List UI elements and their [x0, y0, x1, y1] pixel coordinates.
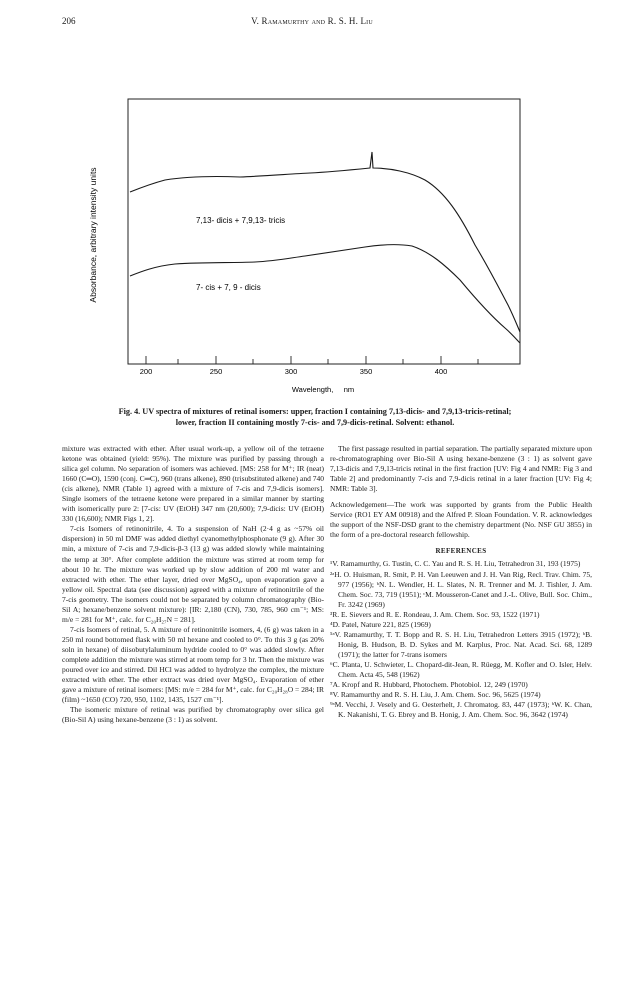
x-tick-label: 200: [139, 367, 153, 376]
upper-spectrum-curve: [130, 152, 520, 332]
running-head-authors: V. Ramamurthy and R. S. H. Liu: [251, 16, 373, 26]
reference-item: ⁹ᵃM. Vecchi, J. Vesely and G. Oesterhelt, J. Chromatog. 83, 447 (1973); ᵇW. K. Chan, K. Nakanishi, T. G. Ebrey and B. Honig, J. Am. Chem. Soc. 96, 3642 (1974): [330, 700, 592, 720]
caption-line-1: Fig. 4. UV spectra of mixtures of retinal isomers: upper, fraction I containing 7,13-dicis- and 7,9,13-tricis-retinal;: [118, 407, 512, 416]
figure-caption: [80, 407, 550, 428]
reference-item: ³R. E. Sievers and R. E. Rondeau, J. Am. Chem. Soc. 93, 1522 (1971): [330, 609, 540, 619]
reference-item: ²ᵃH. O. Huisman, R. Smit, P. H. Van Leeuwen and J. H. Van Rig, Recl. Trav. Chim. 75, 977 (1956); ᵇN. L. Wendler, H. L. Slates, N. R. Trenner and M. J. Tishler, J. Am. Chem. Soc. 73, 719 (1951); ᶜM. Mousseron-Canet and J.-L. Olive, Bull. Soc. Chim., Fr. 3242 (1969): [330, 569, 592, 609]
lower-spectrum-curve: [130, 245, 520, 343]
reference-item: ⁷A. Kropf and R. Hubbard, Photochem. Photobiol. 12, 249 (1970): [330, 680, 528, 690]
acknowledgement: Acknowledgement—The work was supported by grants from the Public Health Service (RO1 EY AM 00918) and the Alfred P. Sloan Foundation. V. R. acknowledges the support of the NSF-DSD grant to the chemistry department (No. NSF GU 3855) in the form of a pre-doctoral research fellowship.: [330, 500, 592, 540]
x-tick-label: 300: [284, 367, 298, 376]
reference-item: ⁴D. Patel, Nature 221, 825 (1969): [330, 619, 431, 629]
paragraph: 7-cis Isomers of retinonitrile, 4. To a suspension of NaH (2·4 g as ~57% oil dispersion) in 50 ml DMF was added diethyl cyanomethylphosphonate (9 g). After 30 min, a mixture of 7-cis and 7,9-dicis-β-3 (13 g) was added slowly while maintaining the temp at 30°. After complete addition the mixture was stirred at room temp for about 10 hr. The mixture was worked up by slow addition of 200 ml water and extracted with ether. The ether layer, dried over MgSO₄, upon evaporation gave a yellow oil. Spectral data (see discussion) agreed with a mixture of retinonitrile of the 7-cis geometry. The isomers could not be separated by column chromatography (Bio-Sil A; hexane/benzene solvent mixture): [IR: 2,180 (CN), 730, 785, 960 cm⁻¹; MS: m/e = 281 for M⁺, calc. for C₂₀H₂₇N = 281].: [62, 524, 324, 624]
upper-curve-label: 7,13- dicis + 7,9,13- tricis: [196, 216, 286, 225]
x-axis-label: Wavelength, nm: [291, 385, 355, 394]
caption-line-2: lower, fraction II containing mostly 7-cis- and 7,9-dicis-retinal. Solvent: ethanol.: [175, 417, 455, 427]
paragraph: The isomeric mixture of retinal was purified by chromatography over silica gel (Bio-Sil A) using hexane-benzene (3 : 1) as solvent.: [62, 705, 324, 725]
reference-item: ⁵ᵃV. Ramamurthy, T. T. Bopp and R. S. H. Liu, Tetrahedron Letters 3915 (1972); ᵇB. Honig, B. Hudson, B. D. Sykes and M. Karplus, Proc. Nat. Acad. Sci. 68, 1289 (1971); the latter for 7-trans isomers: [330, 629, 592, 659]
right-column: [330, 444, 592, 720]
references-heading: REFERENCES: [435, 547, 487, 556]
paragraph: mixture was extracted with ether. After usual work-up, a yellow oil of the tetraene ketone was obtained (yield: 95%). The mixture was purified by passing through a silica gel column. No separation of isomers was achieved. [MS: 258 for M⁺; IR (neat) 1660 (C═O), 1590 (conj. C═C), 960 (trans alkene), 890 (trisubstituted alkene) and 740 (cis alkene), NMR (Table 1) agreed with a mixture of 7-cis and 7,9-dicis isomers]. Single isomers of the tetraene ketone were prepared in a similar manner by starting with isomerically pure 2: [7-cis: UV (EtOH) 347 nm (20,600); 7,9-dicis: UV (EtOH) 330 (16,600); NMR Figs 1, 2].: [62, 444, 324, 524]
x-tick-label: 250: [209, 367, 223, 376]
lower-curve-label: 7- cis + 7, 9 - dicis: [196, 283, 261, 292]
paragraph: 7-cis Isomers of retinal, 5. A mixture of retinonitrile isomers, 4, (6 g) was taken in a 250 ml round bottomed flask with 50 ml hexane and cooled to 0°. To this 3 g (as 20% soln in hexane) of diisobutylaluminum hydride cooled to 0° was added slowly. After complete addition the mixture was stirred at room temp for 3 hr. Then the mixture was poured over ice and stirred. Dil HCl was added to hydrolyze the complex, the mixture extracted with ether. The ether extract was dried over MgSO₄. Evaporation of ether gave a mixture of retinal isomers: [MS: m/e = 284 for M⁺, calc. for C₂₀H₂₈O = 284; IR (film) ~1650 (CO) 720, 950, 1102, 1435, 1527 cm⁻¹].: [62, 624, 324, 705]
uv-spectra-figure: [0, 0, 624, 420]
x-tick-label: 400: [434, 367, 448, 376]
x-tick-label: 350: [359, 367, 373, 376]
reference-item: ⁶C. Planta, U. Schwieter, L. Chopard-dit-Jean, R. Rüegg, M. Kofler and O. Isler, Helv. Chem. Acta 45, 548 (1962): [330, 659, 592, 679]
reference-item: ¹V. Ramamurthy, G. Tustin, C. C. Yau and R. S. H. Liu, Tetrahedron 31, 193 (1975): [330, 559, 581, 569]
x-axis-ticks: [146, 356, 478, 364]
plot-frame: [128, 99, 520, 364]
left-column: [62, 444, 324, 725]
y-axis-label: Absorbance, arbitrary intensity units: [88, 167, 98, 303]
reference-item: ⁸V. Ramamurthy and R. S. H. Liu, J. Am. Chem. Soc. 96, 5625 (1974): [330, 690, 541, 700]
paragraph: The first passage resulted in partial separation. The partially separated mixture upon re-chromatographing over Bio-Sil A using hexane-benzene (3 : 1) as solvent gave 7,13-dicis and 7,9,13-tricis retinal in the first fraction [UV: Fig 4 and NMR: Fig 3 and Table 2] and predominantly 7-cis and 7,9-dicis retinal in a later fraction [UV: Fig 4; NMR: Table 3].: [330, 444, 592, 494]
page-number: 206: [62, 16, 76, 26]
